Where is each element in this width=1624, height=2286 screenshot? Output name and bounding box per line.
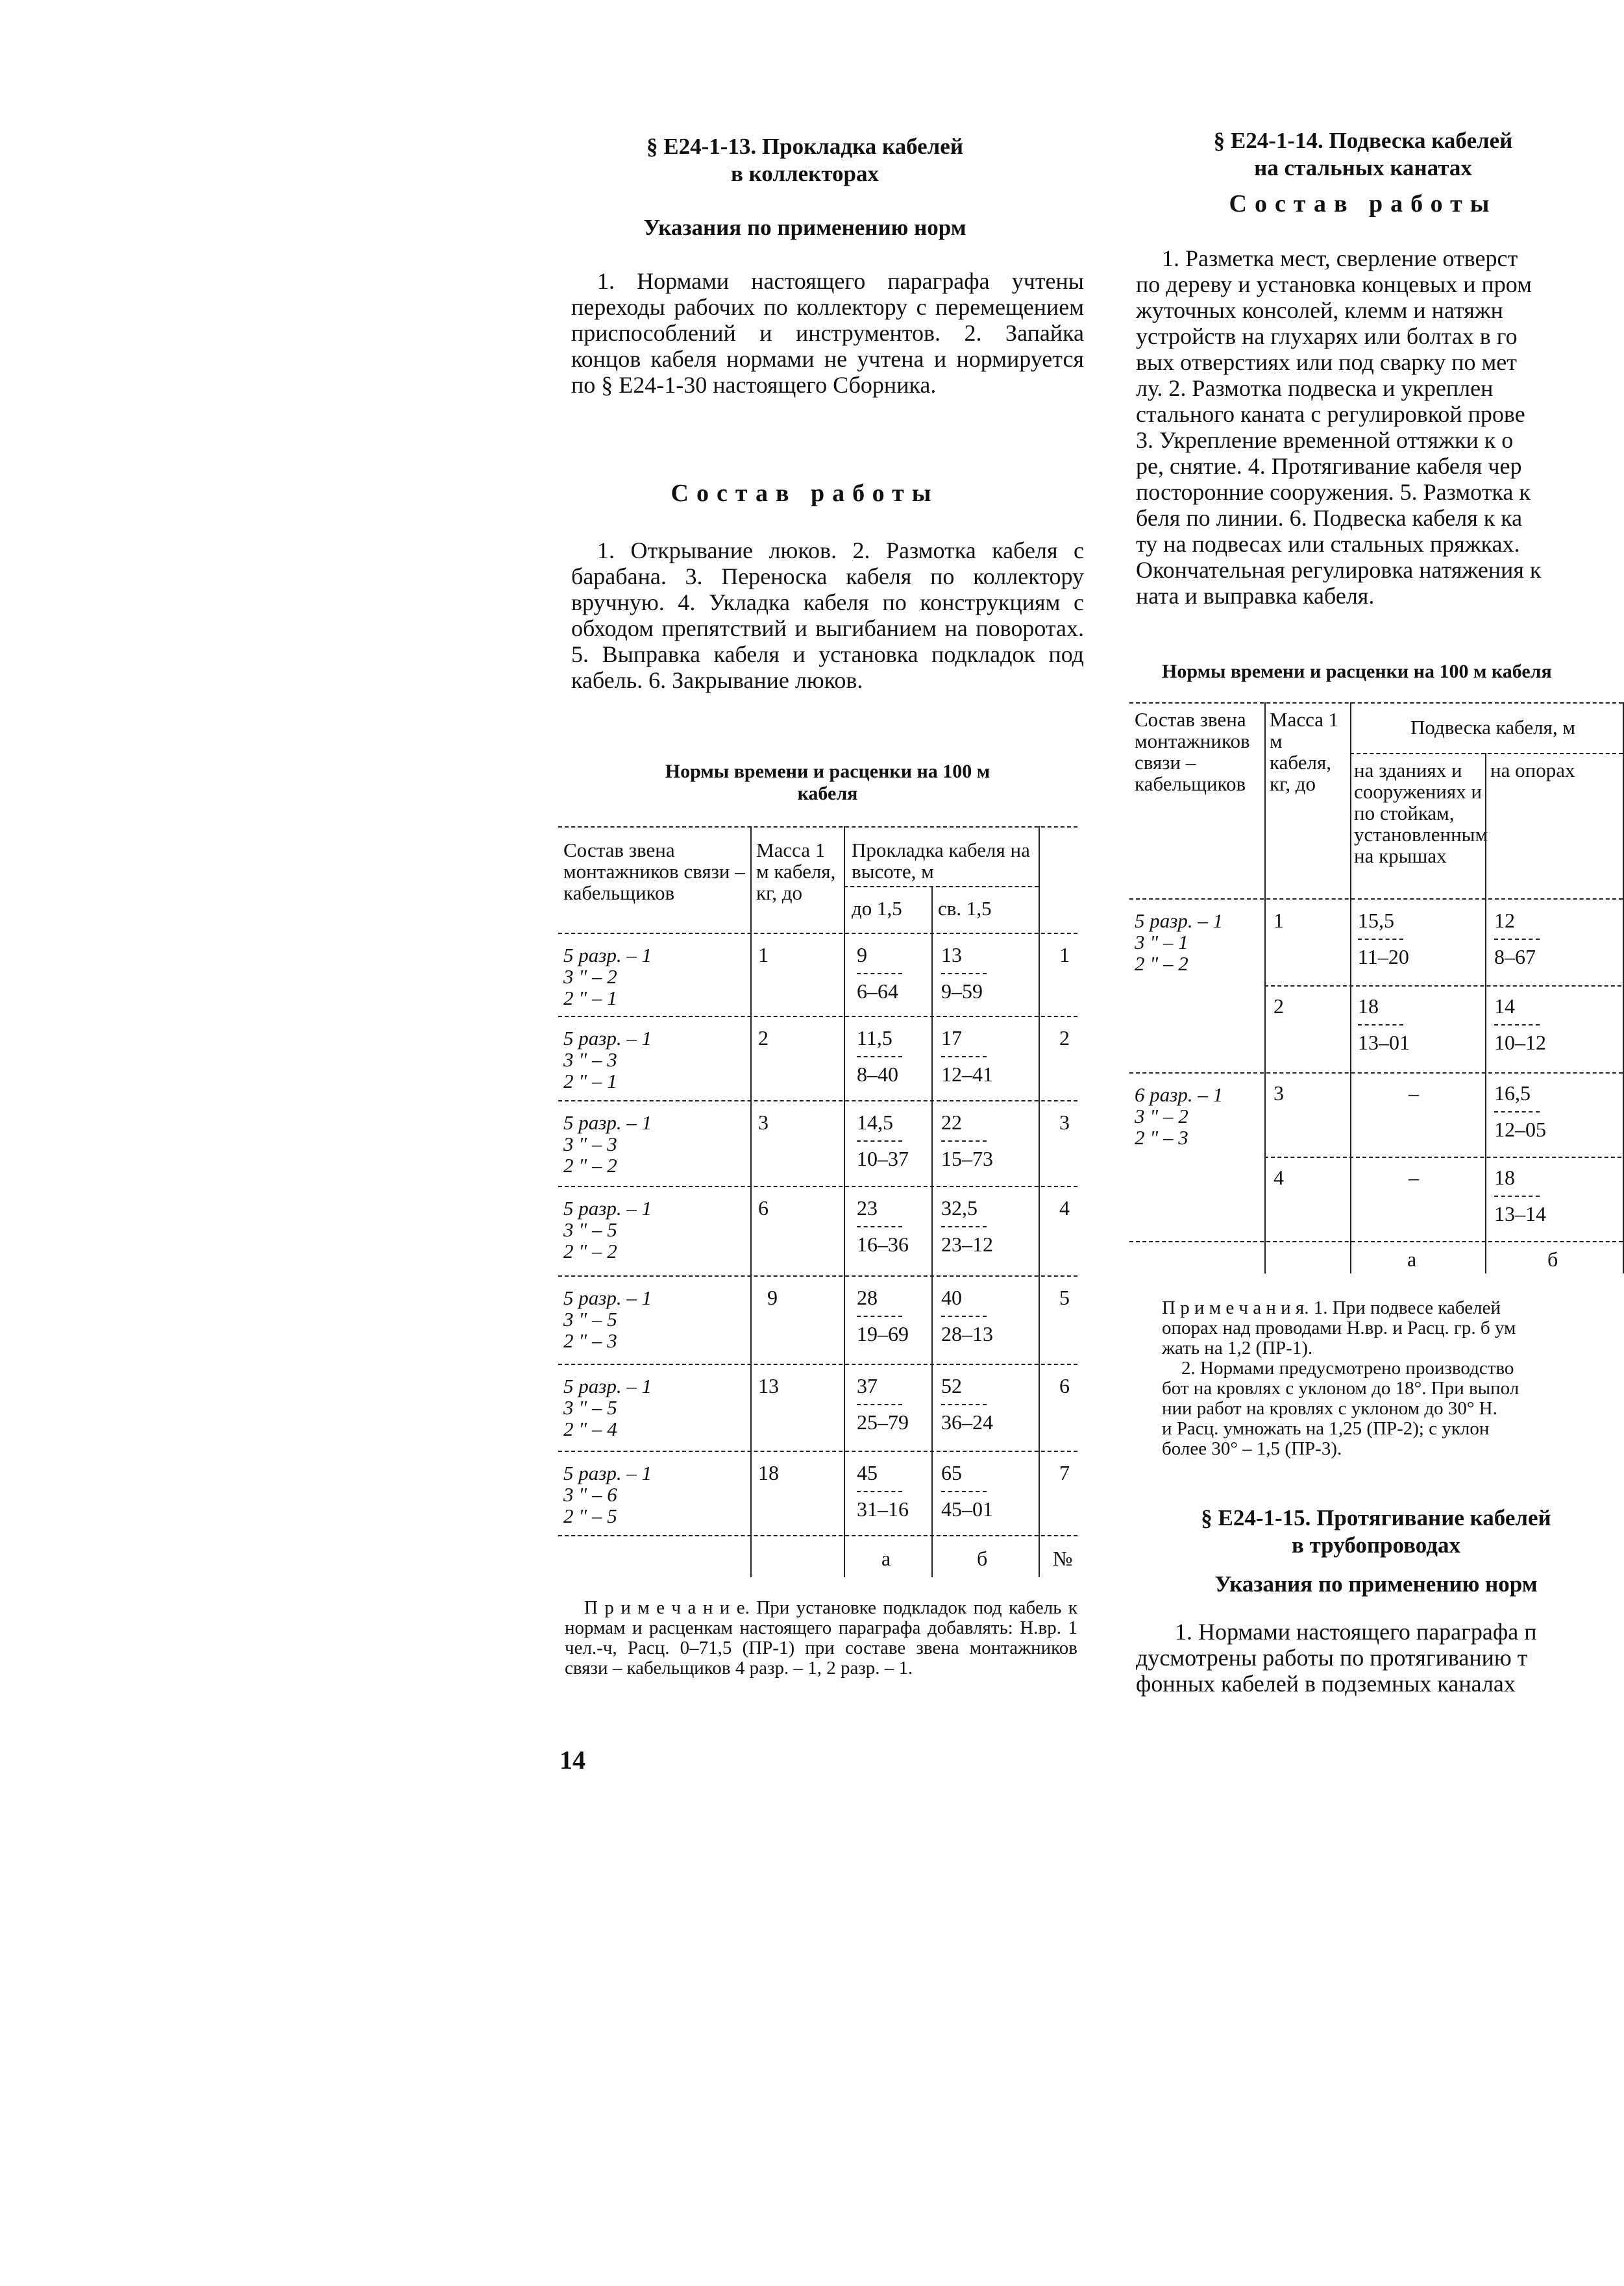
- row-rule: [558, 1364, 1077, 1365]
- col-divider: [844, 826, 845, 1577]
- norms-table-left: [558, 821, 1084, 1593]
- text-line: фонных кабелей в подземных каналах: [1136, 1671, 1516, 1697]
- text-line: 1. Разметка мест, сверление отверст: [1162, 245, 1518, 271]
- norms-table-right: [1129, 702, 1624, 1273]
- crew-cell: 5 разр. – 1 3 " – 3 2 " – 1: [563, 1027, 652, 1092]
- mass-cell: 3: [1273, 1081, 1284, 1105]
- note-line: 2. Нормами предусмотрено производство: [1181, 1358, 1514, 1379]
- instructions-heading-right: Указания по применению норм: [1214, 1571, 1538, 1597]
- text-line: ре, снятие. 4. Протягивание кабеля чер: [1136, 453, 1522, 479]
- fraction-rule: [941, 1316, 987, 1317]
- crew-cell: 5 разр. – 1 3 " – 1 2 " – 2: [1135, 909, 1224, 975]
- row-number: 3: [1059, 1111, 1070, 1134]
- time-norm-a: 23: [857, 1196, 878, 1220]
- row-number: 7: [1059, 1461, 1070, 1484]
- text-line: лу. 2. Размотка подвеска и укреплен: [1136, 375, 1494, 401]
- rate-a: 11–20: [1358, 945, 1409, 968]
- time-norm-b: 52: [941, 1374, 962, 1397]
- col-divider: [1039, 826, 1040, 1577]
- section-title-line-2: в трубопроводах: [1292, 1532, 1460, 1558]
- section-title-e24-1-13: [571, 133, 1039, 188]
- table-caption-line-2: кабеля: [797, 783, 858, 804]
- crew-cell: 5 разр. – 1 3 " – 2 2 " – 1: [563, 944, 652, 1009]
- text-line: 1. Нормами настоящего параграфа п: [1175, 1619, 1537, 1645]
- table-top-rule: [558, 826, 1077, 828]
- header-bottom-rule: [1129, 898, 1624, 900]
- row-rule: [1129, 1072, 1624, 1074]
- fraction-rule: [941, 1056, 987, 1057]
- time-norm-b: 16,5: [1494, 1081, 1531, 1105]
- row-number: 4: [1059, 1196, 1070, 1220]
- time-norm-b: 40: [941, 1286, 962, 1309]
- col-divider: [1264, 702, 1266, 1273]
- section-title-line-2: на стальных канатах: [1254, 155, 1472, 180]
- fraction-rule: [857, 1316, 902, 1317]
- rate-b: 10–12: [1494, 1031, 1546, 1054]
- table-caption: [571, 761, 1084, 805]
- table-notes-right: [1162, 1298, 1624, 1459]
- text-line: ту на подвесах или стальных пряжках.: [1136, 531, 1520, 557]
- row-rule: [558, 1275, 1077, 1277]
- text-line: 3. Укрепление временной оттяжки к о: [1136, 427, 1514, 453]
- page-number: 14: [560, 1745, 585, 1775]
- fraction-rule: [941, 1491, 987, 1492]
- text-line: стального каната с регулировкой прове: [1136, 401, 1525, 427]
- subheader-rule: [844, 886, 1039, 887]
- fraction-rule: [941, 1140, 987, 1142]
- fraction-rule: [857, 973, 902, 974]
- header-bottom-rule: [558, 933, 1077, 934]
- fraction-rule: [857, 1491, 902, 1492]
- header-col-b: св. 1,5: [938, 897, 992, 920]
- note-line: опорах над проводами Н.вр. и Расц. гр. б ум: [1162, 1318, 1516, 1338]
- note-line: бот на кровлях с уклоном до 18°. При выпол: [1162, 1379, 1519, 1399]
- header-mass: Масса 1 м кабеля, кг, до: [756, 839, 836, 904]
- rate-a: 13–01: [1358, 1031, 1410, 1054]
- footer-col-no: №: [1053, 1547, 1073, 1570]
- fraction-rule: [941, 973, 987, 974]
- time-norm-a: 37: [857, 1374, 878, 1397]
- header-mass: Масса 1 м кабеля, кг, до: [1270, 708, 1339, 795]
- time-norm-a: 9: [857, 943, 867, 966]
- text-line: Окончательная регулировка натяжения к: [1136, 557, 1542, 583]
- table-top-rule: [1129, 702, 1624, 704]
- text-line: по дереву и установка концевых и пром: [1136, 271, 1532, 297]
- text-line: посторонние сооружения. 5. Размотка к: [1136, 479, 1531, 505]
- rate-b: 23–12: [941, 1233, 993, 1256]
- time-norm-a: 18: [1358, 994, 1379, 1018]
- time-norm-a: 11,5: [857, 1026, 892, 1050]
- row-rule: [558, 1451, 1077, 1452]
- time-norm-b: 32,5: [941, 1196, 978, 1220]
- time-norm-b: 18: [1494, 1166, 1515, 1189]
- rate-a: 10–37: [857, 1147, 909, 1170]
- note-line: и Расц. умножать на 1,25 (ПР-2); с уклон: [1162, 1419, 1490, 1439]
- row-rule: [558, 1535, 1077, 1536]
- table-note: П р и м е ч а н и е. При установке подкладок под кабель к нормам и расценкам настоящего параграфа добавлять: Н.вр. 1 чел.-ч, Расц. 0–71,5 (ПР-1) при составе звена монтажников связи – кабельщиков 4 разр. – 1, 2 разр. – 1.: [565, 1597, 1077, 1678]
- row-rule: [558, 1100, 1077, 1101]
- mass-cell: 13: [758, 1374, 779, 1397]
- rate-b: 9–59: [941, 979, 983, 1003]
- time-norm-a: –: [1409, 1081, 1419, 1105]
- header-col-a: до 1,5: [852, 897, 902, 920]
- time-norm-b: 12: [1494, 909, 1515, 932]
- rate-b: 12–41: [941, 1063, 993, 1086]
- col-divider: [931, 886, 933, 1577]
- mass-cell: 6: [758, 1196, 769, 1220]
- mass-cell: 1: [758, 943, 769, 966]
- rate-a: 16–36: [857, 1233, 909, 1256]
- note-line: более 30° – 1,5 (ПР-3).: [1162, 1439, 1342, 1459]
- section-title-e24-1-14: [1116, 127, 1610, 182]
- time-norm-b: 14: [1494, 994, 1515, 1018]
- fraction-rule: [857, 1056, 902, 1057]
- rate-a: 25–79: [857, 1410, 909, 1434]
- time-norm-a: 28: [857, 1286, 878, 1309]
- rate-b: 15–73: [941, 1147, 993, 1170]
- rate-b: 28–13: [941, 1322, 993, 1346]
- instructions-text-right: [1136, 1619, 1624, 1697]
- text-line: беля по линии. 6. Подвеска кабеля к ка: [1136, 505, 1523, 531]
- section-title-e24-1-15: [1142, 1505, 1610, 1559]
- time-norm-a: 14,5: [857, 1111, 893, 1134]
- fraction-rule: [857, 1140, 902, 1142]
- table-caption-line-1: Нормы времени и расценки на 100 м: [665, 761, 990, 782]
- row-number: 1: [1059, 943, 1070, 966]
- crew-cell: 5 разр. – 1 3 " – 3 2 " – 2: [563, 1111, 652, 1177]
- time-norm-b: 65: [941, 1461, 962, 1484]
- row-number: 2: [1059, 1026, 1070, 1050]
- right-column: [1116, 0, 1624, 2286]
- rate-a: 19–69: [857, 1322, 909, 1346]
- section-title-line-1: § Е24-1-13. Прокладка кабелей: [646, 134, 964, 159]
- footer-col-b: б: [977, 1547, 988, 1570]
- text-line: жуточных консолей, клемм и натяжн: [1136, 297, 1503, 323]
- rate-b: 8–67: [1494, 945, 1536, 968]
- crew-cell: 6 разр. – 1 3 " – 2 2 " – 3: [1135, 1083, 1224, 1149]
- crew-cell: 5 разр. – 1 3 " – 6 2 " – 5: [563, 1462, 652, 1527]
- text-line: вых отверстиях или под сварку по мет: [1136, 349, 1518, 375]
- row-rule: [1264, 985, 1624, 987]
- row-number: 6: [1059, 1374, 1070, 1397]
- text-line: ната и выправка кабеля.: [1136, 583, 1375, 609]
- work-text-right: [1136, 245, 1624, 609]
- work-heading-right: Состав работы: [1229, 190, 1497, 217]
- fraction-rule: [1358, 1024, 1403, 1026]
- header-col-a: на зданиях и сооружениях и по стойкам, установленным на крышах: [1354, 759, 1488, 867]
- section-title-line-1: § Е24-1-14. Подвеска кабелей: [1213, 128, 1513, 153]
- fraction-rule: [1494, 939, 1540, 940]
- fraction-rule: [1494, 1111, 1540, 1112]
- section-title-line-1: § Е24-1-15. Протягивание кабелей: [1201, 1505, 1551, 1530]
- row-rule: [1129, 1241, 1624, 1242]
- mass-cell: 2: [1273, 994, 1284, 1018]
- rate-b: 36–24: [941, 1410, 993, 1434]
- mass-cell: 2: [758, 1026, 769, 1050]
- time-norm-a: 15,5: [1358, 909, 1394, 932]
- time-norm-b: 22: [941, 1111, 962, 1134]
- footer-col-a: а: [1407, 1247, 1417, 1271]
- mass-cell: 1: [1273, 909, 1284, 932]
- note-line: жать на 1,2 (ПР-1).: [1162, 1338, 1313, 1358]
- time-norm-a: –: [1409, 1166, 1419, 1189]
- note-line: П р и м е ч а н и я. 1. При подвесе кабелей: [1162, 1298, 1501, 1318]
- mass-cell: 9: [767, 1286, 778, 1309]
- mass-cell: 3: [758, 1111, 769, 1134]
- fraction-rule: [1494, 1196, 1540, 1197]
- mass-cell: 18: [758, 1461, 779, 1484]
- header-col-b: на опорах: [1490, 759, 1575, 781]
- time-norm-a: 45: [857, 1461, 878, 1484]
- rate-b: 45–01: [941, 1497, 993, 1521]
- subheader-rule: [1350, 753, 1623, 754]
- fraction-rule: [941, 1226, 987, 1227]
- rate-a: 6–64: [857, 979, 898, 1003]
- footer-col-a: а: [881, 1547, 891, 1570]
- col-divider: [1350, 702, 1351, 1273]
- header-group: Прокладка кабеля на высоте, м: [852, 839, 1030, 883]
- rate-b: 13–14: [1494, 1202, 1546, 1225]
- col-divider: [750, 826, 752, 1577]
- footer-col-b: б: [1547, 1247, 1558, 1271]
- text-line: дусмотрены работы по протягиванию т: [1136, 1645, 1528, 1671]
- row-number: 5: [1059, 1286, 1070, 1309]
- header-crew: Состав звена монтажников связи – кабельщиков: [1135, 708, 1250, 795]
- fraction-rule: [857, 1404, 902, 1405]
- row-rule: [1264, 1157, 1624, 1158]
- text-line: устройств на глухарях или болтах в го: [1136, 323, 1518, 349]
- time-norm-b: 13: [941, 943, 962, 966]
- fraction-rule: [1494, 1024, 1540, 1026]
- note-line: нии работ на кровлях с уклоном до 30° Н.: [1162, 1399, 1497, 1419]
- table-caption-right: Нормы времени и расценки на 100 м кабеля: [1162, 661, 1552, 682]
- instructions-heading: Указания по применению норм: [643, 215, 966, 240]
- rate-a: 8–40: [857, 1063, 898, 1086]
- work-text: 1. Открывание люков. 2. Размотка кабеля с барабана. 3. Переноска кабеля по коллектору вручную. 4. Укладка кабеля по конструкциям с обходом препятствий и выгибанием на поворотах. 5. Выправка кабеля и установка подкладок под кабель. 6. Закрывание люков.: [571, 537, 1084, 693]
- header-crew: Состав звена монтажников связи – кабельщиков: [563, 839, 745, 904]
- header-group: Подвеска кабеля, м: [1410, 716, 1575, 739]
- section-title-line-2: в коллекторах: [730, 161, 880, 186]
- fraction-rule: [941, 1404, 987, 1405]
- crew-cell: 5 разр. – 1 3 " – 5 2 " – 2: [563, 1197, 652, 1262]
- instructions-text: 1. Нормами настоящего параграфа учтены переходы рабочих по коллектору с перемещением приспособлений и инструментов. 2. Запайка концов кабеля нормами не учтена и нормируется по § Е24-1-30 настоящего Сборника.: [571, 268, 1084, 398]
- fraction-rule: [857, 1226, 902, 1227]
- row-rule: [558, 1186, 1077, 1187]
- rate-a: 31–16: [857, 1497, 909, 1521]
- mass-cell: 4: [1273, 1166, 1284, 1189]
- work-heading: Состав работы: [671, 480, 939, 507]
- crew-cell: 5 разр. – 1 3 " – 5 2 " – 4: [563, 1375, 652, 1440]
- rate-b: 12–05: [1494, 1118, 1546, 1141]
- crew-cell: 5 разр. – 1 3 " – 5 2 " – 3: [563, 1286, 652, 1352]
- fraction-rule: [1358, 939, 1403, 940]
- time-norm-b: 17: [941, 1026, 962, 1050]
- row-rule: [558, 1016, 1077, 1017]
